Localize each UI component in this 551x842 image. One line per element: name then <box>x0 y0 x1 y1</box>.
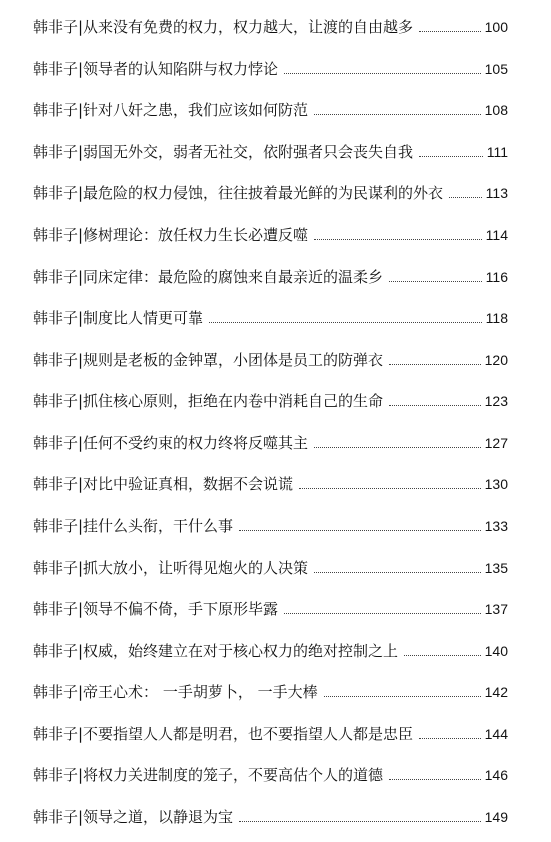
dot-leader <box>284 613 481 614</box>
toc-entry-title: 韩非子|任何不受约束的权力终将反噬其主 <box>33 434 309 452</box>
toc-entry-title: 韩非子|制度比人情更可靠 <box>33 309 204 327</box>
toc-entry-title: 韩非子|修树理论：放任权力生长必遭反噬 <box>33 226 309 244</box>
toc-entry-title: 韩非子|规则是老板的金钟罩，小团体是员工的防弹衣 <box>33 351 384 369</box>
toc-entry-page: 142 <box>484 684 508 700</box>
toc-entry-title: 韩非子|领导不偏不倚，手下原形毕露 <box>33 600 279 618</box>
toc-entry-page: 113 <box>485 185 508 201</box>
toc-entry-title: 韩非子|不要指望人人都是明君，也不要指望人人都是忠臣 <box>33 725 414 743</box>
dot-leader <box>324 696 481 697</box>
dot-leader <box>419 156 483 157</box>
toc-entry-title: 韩非子|弱国无外交，弱者无社交，依附强者只会丧失自我 <box>33 143 414 161</box>
toc-entry-page: 135 <box>484 560 508 576</box>
toc-entry[interactable] <box>33 16 508 38</box>
dot-leader <box>389 364 481 365</box>
toc-entry-page: 111 <box>486 144 508 160</box>
toc-entry[interactable] <box>33 224 508 246</box>
toc-entry[interactable] <box>33 432 508 454</box>
dot-leader <box>299 488 481 489</box>
dot-leader <box>239 530 481 531</box>
toc-entry[interactable] <box>33 182 508 204</box>
dot-leader <box>284 73 481 74</box>
toc-entry[interactable] <box>33 307 508 329</box>
toc-entry-title: 韩非子|权威，始终建立在对于核心权力的绝对控制之上 <box>33 642 399 660</box>
dot-leader <box>404 655 481 656</box>
toc-entry-title: 韩非子|从来没有免费的权力，权力越大，让渡的自由越多 <box>33 18 414 36</box>
toc-entry-page: 149 <box>484 809 508 825</box>
dot-leader <box>209 322 482 323</box>
toc-entry-title: 韩非子|领导之道，以静退为宝 <box>33 808 234 826</box>
dot-leader <box>239 821 481 822</box>
toc-entry[interactable] <box>33 390 508 412</box>
dot-leader <box>314 447 481 448</box>
toc-entry-page: 108 <box>484 102 508 118</box>
toc-entry[interactable] <box>33 598 508 620</box>
toc-entry[interactable] <box>33 266 508 288</box>
toc-entry-title: 韩非子|同床定律：最危险的腐蚀来自最亲近的温柔乡 <box>33 268 384 286</box>
toc-entry-title: 韩非子|抓大放小，让听得见炮火的人决策 <box>33 559 309 577</box>
toc-entry[interactable] <box>33 806 508 828</box>
toc-entry-page: 146 <box>484 767 508 783</box>
toc-entry-page: 123 <box>484 393 508 409</box>
toc-entry-title: 韩非子|最危险的权力侵蚀，往往披着最光鲜的为民谋利的外衣 <box>33 184 444 202</box>
dot-leader <box>389 779 481 780</box>
toc-entry-title: 韩非子|抓住核心原则，拒绝在内卷中消耗自己的生命 <box>33 392 384 410</box>
dot-leader <box>389 405 481 406</box>
toc-entry[interactable] <box>33 141 508 163</box>
toc-entry[interactable] <box>33 473 508 495</box>
toc-entry[interactable] <box>33 99 508 121</box>
toc-entry-page: 133 <box>484 518 508 534</box>
toc-entry-title: 韩非子|针对八奸之患，我们应该如何防范 <box>33 101 309 119</box>
dot-leader <box>389 281 482 282</box>
dot-leader <box>314 114 481 115</box>
toc-entry[interactable] <box>33 58 508 80</box>
toc-entry[interactable] <box>33 764 508 786</box>
toc-entry[interactable] <box>33 681 508 703</box>
toc-entry-title: 韩非子|将权力关进制度的笼子，不要高估个人的道德 <box>33 766 384 784</box>
toc-entry-page: 114 <box>485 227 508 243</box>
toc-entry-title: 韩非子|挂什么头衔，干什么事 <box>33 517 234 535</box>
toc-entry-page: 127 <box>484 435 508 451</box>
toc-entry[interactable] <box>33 557 508 579</box>
toc-entry[interactable] <box>33 515 508 537</box>
toc-entry-page: 137 <box>484 601 508 617</box>
toc-entry[interactable] <box>33 640 508 662</box>
toc-entry-title: 韩非子|帝王心术： 一手胡萝卜， 一手大棒 <box>33 683 318 701</box>
dot-leader <box>419 738 481 739</box>
toc-entry-title: 韩非子|领导者的认知陷阱与权力悖论 <box>33 60 279 78</box>
toc-entry-page: 144 <box>484 726 508 742</box>
toc-entry-page: 130 <box>484 476 508 492</box>
toc-entry-page: 118 <box>485 310 508 326</box>
toc-entry-page: 116 <box>485 269 508 285</box>
dot-leader <box>419 31 481 32</box>
toc-entry-title: 韩非子|对比中验证真相，数据不会说谎 <box>33 475 294 493</box>
toc-entry-page: 105 <box>484 61 508 77</box>
dot-leader <box>314 572 481 573</box>
toc-entry[interactable] <box>33 349 508 371</box>
toc-entry-page: 120 <box>484 352 508 368</box>
dot-leader <box>449 197 482 198</box>
toc-entry[interactable] <box>33 723 508 745</box>
toc-entry-page: 140 <box>484 643 508 659</box>
toc-entry-page: 100 <box>484 19 508 35</box>
dot-leader <box>314 239 482 240</box>
